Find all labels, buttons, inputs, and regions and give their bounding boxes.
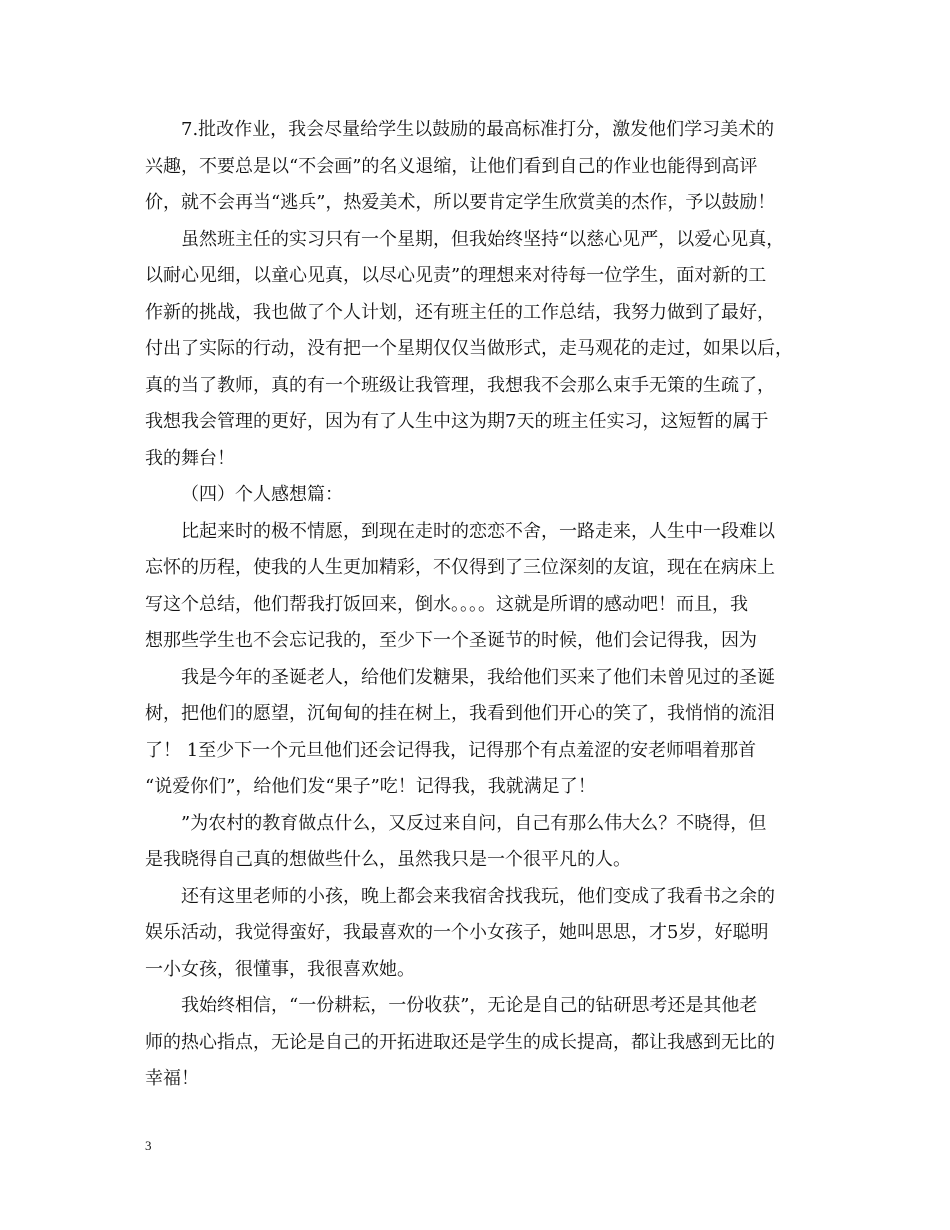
text-line: 虽然班主任的实习只有一个星期，但我始终坚持“以慈心见严，以爱心见真， <box>181 228 785 250</box>
text-line: 以耐心见细，以童心见真，以尽心见责”的理想来对待每一位学生，面对新的工 <box>145 265 767 286</box>
text-line: 我始终相信，“一份耕耘，一份收获”，无论是自己的钻研思考还是其他老 <box>181 995 758 1016</box>
text-line: 作新的挑战，我也做了个人计划，还有班主任的工作总结，我努力做到了最好， <box>145 301 775 323</box>
text-line: 树，把他们的愿望，沉甸甸的挂在树上，我看到他们开心的笑了，我悄悄的流泪 <box>145 703 775 724</box>
text-line: 一小女孩，很懂事，我很喜欢她。 <box>145 958 415 980</box>
paragraph-santa-claus <box>145 660 805 806</box>
text-line: 娱乐活动，我觉得蛮好，我最喜欢的一个小女孩子，她叫思思，才5岁，好聪明 <box>145 922 769 943</box>
paragraph-conclusion <box>145 988 805 1098</box>
paragraph-rural-education <box>145 806 805 879</box>
text-line: 我的舞台！ <box>145 447 235 469</box>
text-line: 价，就不会再当“逃兵”，热爱美术，所以要肯定学生欣赏美的杰作，予以鼓励！ <box>145 192 776 213</box>
text-line: 还有这里老师的小孩，晚上都会来我宿舍找我玩，他们变成了我看书之余的 <box>181 885 775 907</box>
paragraph-reluctance-to-leave <box>145 514 805 660</box>
text-line: ”为农村的教育做点什么，又反过来自问，自己有那么伟大么？不晓得，但 <box>181 812 767 834</box>
paragraph-class-teacher-internship <box>145 222 805 478</box>
paragraph-teachers-children <box>145 879 805 989</box>
text-line: 是我晓得自己真的想做些什么，虽然我只是一个很平凡的人。 <box>145 849 631 870</box>
text-line: 了！ 1至少下一个元旦他们还会记得我，记得那个有点羞涩的安老师唱着那首 <box>145 739 757 761</box>
text-line: 忘怀的历程，使我的人生更加精彩，不仅得到了三位深刻的友谊，现在在病床上 <box>145 557 775 578</box>
document-body <box>145 112 805 1098</box>
text-line: 我是今年的圣诞老人，给他们发糖果，我给他们买来了他们未曾见过的圣诞 <box>181 666 775 688</box>
text-line: 7.批改作业，我会尽量给学生以鼓励的最高标准打分，激发他们学习美术的 <box>181 119 775 140</box>
text-line: 比起来时的极不情愿，到现在走时的恋恋不舍，一路走来，人生中一段难以 <box>181 520 775 542</box>
page-number: 3 <box>145 1138 152 1153</box>
text-line: 写这个总结，他们帮我打饭回来，倒水。。。。这就是所谓的感动吧！而且，我 <box>145 593 748 615</box>
section-heading: （四）个人感想篇： <box>181 484 343 505</box>
text-line: 想那些学生也不会忘记我的，至少下一个圣诞节的时候，他们会记得我，因为 <box>145 630 757 651</box>
text-line: 付出了实际的行动，没有把一个星期仅仅当做形式，走马观花的走过，如果以后， <box>145 338 793 359</box>
text-line: 兴趣，不要总是以“不会画”的名义退缩，让他们看到自己的作业也能得到高评 <box>145 155 758 177</box>
text-line: 幸福！ <box>145 1068 199 1089</box>
section-heading-personal-thoughts <box>145 477 805 514</box>
text-line: 师的热心指点，无论是自己的开拓进取还是学生的成长提高，都让我感到无比的 <box>145 1031 775 1053</box>
text-line: 我想我会管理的更好，因为有了人生中这为期7天的班主任实习，这短暂的属于 <box>145 411 769 432</box>
paragraph-grading <box>145 112 805 222</box>
text-line: “说爱你们”，给他们发“果子”吃！记得我，我就满足了！ <box>145 776 596 797</box>
text-line: 真的当了教师，真的有一个班级让我管理，我想我不会那么束手无策的生疏了， <box>145 374 775 396</box>
